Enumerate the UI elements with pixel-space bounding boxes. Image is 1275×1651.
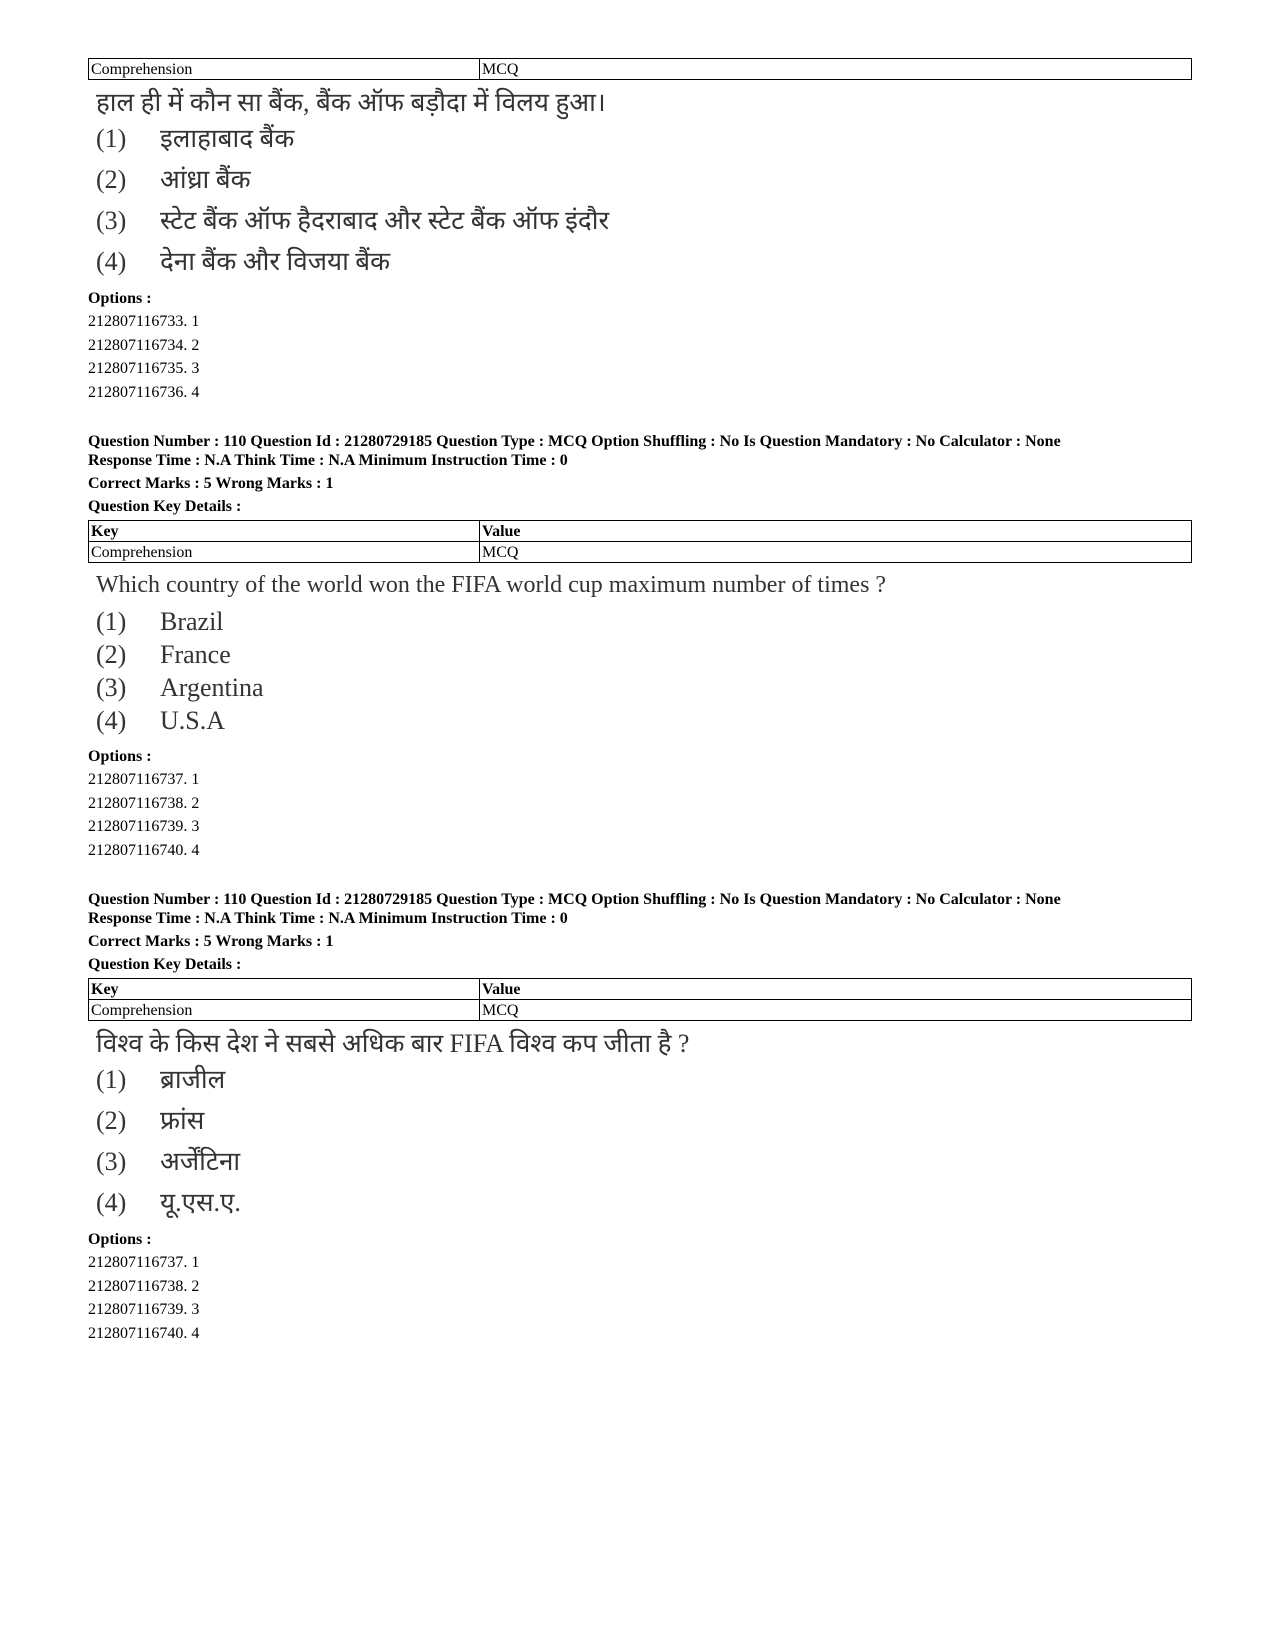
option-line: 212807116733. 1 (88, 313, 200, 330)
choice-item (96, 246, 1192, 278)
choice-item (96, 638, 1192, 671)
choice-number: (2) (96, 640, 127, 669)
document-page (88, 58, 1192, 1345)
choice-text: फ्रांस (160, 1106, 205, 1135)
question-meta-line: Response Time : N.A Think Time : N.A Minimum Instruction Time : 0 (88, 452, 568, 469)
question-block-1 (88, 58, 1192, 404)
key-details-title: Question Key Details : (88, 956, 242, 973)
choice-item (96, 205, 1192, 237)
key-cell: Comprehension (89, 59, 480, 80)
key-cell: Comprehension (89, 542, 480, 563)
choice-number: (4) (96, 1188, 127, 1217)
header-key: Key (89, 979, 480, 1000)
choice-number: (4) (96, 706, 127, 735)
choice-text: आंध्रा बैंक (160, 165, 251, 194)
question-meta-line: Question Number : 110 Question Id : 21280729185 Question Type : MCQ Option Shuffling : No Is Question Mandatory : No Calculator : None (88, 891, 1061, 908)
options-title: Options : (88, 748, 152, 765)
table-row (89, 1000, 1192, 1021)
choice-number: (2) (96, 165, 127, 194)
choice-text: यू.एस.ए. (160, 1188, 241, 1217)
choice-text: ब्राजील (160, 1065, 226, 1094)
table-header-row (89, 979, 1192, 1000)
option-line: 212807116740. 4 (88, 1324, 200, 1342)
table-row (89, 59, 1192, 80)
marks-line: Correct Marks : 5 Wrong Marks : 1 (88, 475, 334, 492)
option-line: 212807116735. 3 (88, 360, 200, 377)
table-row (89, 542, 1192, 563)
choice-item (96, 605, 1192, 638)
choice-text: इलाहाबाद बैंक (160, 124, 295, 153)
choice-number: (1) (96, 1065, 127, 1094)
value-cell: MCQ (480, 1000, 1192, 1021)
block-spacer (88, 862, 1192, 890)
key-details-title: Question Key Details : (88, 498, 242, 515)
option-line: 212807116734. 2 (88, 336, 200, 354)
choice-item (96, 1187, 1192, 1219)
choice-item (96, 704, 1192, 737)
choice-text: Brazil (160, 607, 224, 636)
choice-text: अर्जेंटिना (160, 1147, 241, 1176)
choice-number: (3) (96, 673, 127, 702)
key-details-table (88, 978, 1192, 1021)
key-cell: Comprehension (89, 1000, 480, 1021)
key-details-table (88, 520, 1192, 563)
option-line: 212807116739. 3 (88, 1301, 200, 1318)
question-text: Which country of the world won the FIFA world cup maximum number of times ? (96, 572, 887, 598)
marks-line: Correct Marks : 5 Wrong Marks : 1 (88, 933, 334, 950)
header-key: Key (89, 521, 480, 542)
choice-item (96, 164, 1192, 196)
option-line: 212807116737. 1 (88, 771, 200, 788)
option-line: 212807116740. 4 (88, 841, 200, 859)
choice-item (96, 1064, 1192, 1096)
choice-item (96, 123, 1192, 155)
choice-item (96, 1146, 1192, 1178)
choice-number: (1) (96, 124, 127, 153)
choice-text: U.S.A (160, 706, 226, 735)
choice-number: (1) (96, 607, 127, 636)
choice-text: France (160, 640, 231, 669)
options-title: Options : (88, 290, 152, 307)
header-value: Value (480, 521, 1192, 542)
option-line: 212807116739. 3 (88, 818, 200, 835)
options-title: Options : (88, 1231, 152, 1248)
option-line: 212807116737. 1 (88, 1254, 200, 1271)
block-spacer (88, 404, 1192, 432)
header-value: Value (480, 979, 1192, 1000)
choice-item (96, 1105, 1192, 1137)
choice-text: स्टेट बैंक ऑफ हैदराबाद और स्टेट बैंक ऑफ इंदौर (160, 206, 610, 235)
option-line: 212807116738. 2 (88, 1277, 200, 1295)
choice-number: (4) (96, 247, 127, 276)
question-block-3 (88, 890, 1192, 1345)
value-cell: MCQ (480, 59, 1192, 80)
option-line: 212807116738. 2 (88, 794, 200, 812)
choice-item (96, 671, 1192, 704)
question-meta-line: Question Number : 110 Question Id : 21280729185 Question Type : MCQ Option Shuffling : No Is Question Mandatory : No Calculator : None (88, 433, 1061, 450)
question-meta-line: Response Time : N.A Think Time : N.A Minimum Instruction Time : 0 (88, 910, 568, 927)
value-cell: MCQ (480, 542, 1192, 563)
key-details-table (88, 58, 1192, 80)
table-header-row (89, 521, 1192, 542)
option-line: 212807116736. 4 (88, 383, 200, 401)
choice-number: (2) (96, 1106, 127, 1135)
choice-number: (3) (96, 1147, 127, 1176)
choice-text: Argentina (160, 673, 264, 702)
question-text: हाल ही में कौन सा बैंक, बैंक ऑफ बड़ौदा में विलय हुआ। (96, 88, 606, 117)
question-text: विश्व के किस देश ने सबसे अधिक बार FIFA विश्व कप जीता है ? (96, 1029, 690, 1058)
question-block-2 (88, 432, 1192, 862)
choice-number: (3) (96, 206, 127, 235)
choice-text: देना बैंक और विजया बैंक (160, 247, 391, 276)
